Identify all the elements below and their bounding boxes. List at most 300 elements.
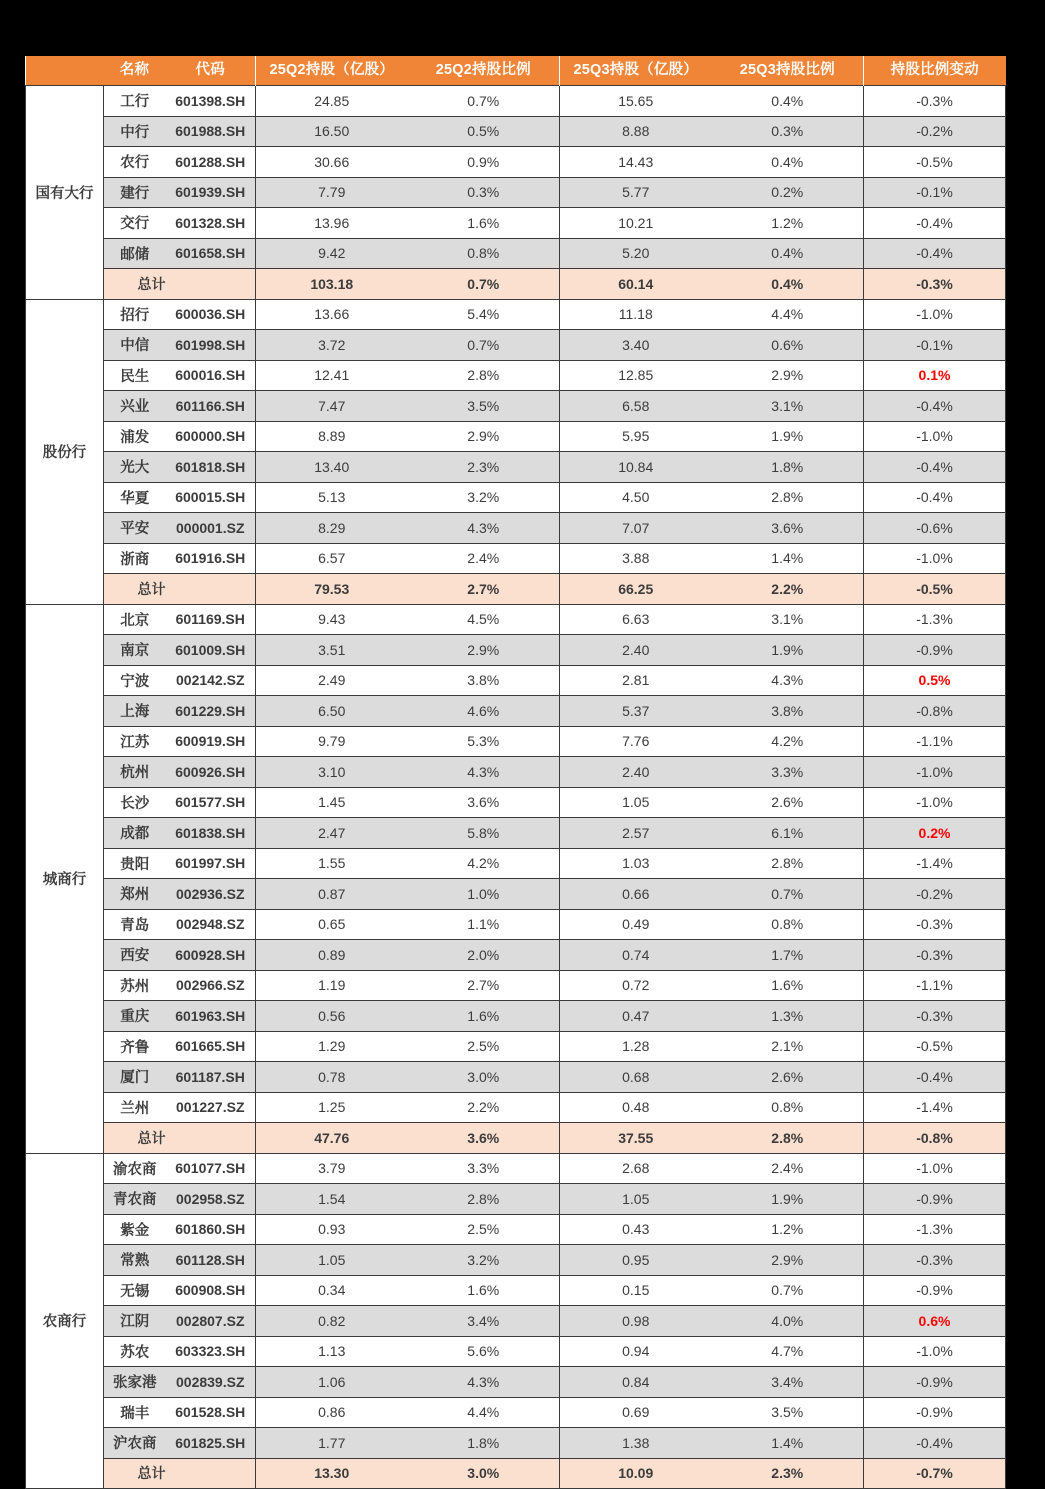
- column-header-group: [26, 56, 104, 86]
- cell-q2-ratio: 5.3%: [408, 726, 560, 757]
- cell-stock-code: 601229.SH: [166, 696, 256, 727]
- total-q2-shares: 79.53: [256, 574, 408, 605]
- cell-bank-name: 瑞丰: [104, 1397, 166, 1428]
- cell-bank-name: 常熟: [104, 1245, 166, 1276]
- table-row[interactable]: [26, 1214, 1006, 1245]
- cell-bank-name: 西安: [104, 940, 166, 971]
- cell-q2-shares: 0.82: [256, 1306, 408, 1337]
- cell-q2-ratio: 3.0%: [408, 1062, 560, 1093]
- table-row[interactable]: [26, 1153, 1006, 1184]
- cell-bank-name: 青岛: [104, 909, 166, 940]
- cell-stock-code: 000001.SZ: [166, 513, 256, 544]
- cell-q3-ratio: 1.2%: [712, 1214, 864, 1245]
- table-row[interactable]: [26, 147, 1006, 178]
- cell-q2-shares: 1.55: [256, 848, 408, 879]
- cell-ratio-change: -0.8%: [864, 696, 1006, 727]
- cell-ratio-change: 0.2%: [864, 818, 1006, 849]
- cell-bank-name: 张家港: [104, 1367, 166, 1398]
- total-q3-shares: 66.25: [560, 574, 712, 605]
- cell-bank-name: 杭州: [104, 757, 166, 788]
- cell-stock-code: 601577.SH: [166, 787, 256, 818]
- cell-q3-ratio: 1.4%: [712, 1428, 864, 1459]
- cell-q3-ratio: 2.4%: [712, 1153, 864, 1184]
- table-row[interactable]: [26, 665, 1006, 696]
- cell-stock-code: 601166.SH: [166, 391, 256, 422]
- cell-ratio-change: -0.4%: [864, 452, 1006, 483]
- cell-q2-shares: 3.79: [256, 1153, 408, 1184]
- cell-bank-name: 建行: [104, 177, 166, 208]
- cell-stock-code: 002948.SZ: [166, 909, 256, 940]
- cell-q3-ratio: 1.7%: [712, 940, 864, 971]
- cell-stock-code: 600928.SH: [166, 940, 256, 971]
- cell-ratio-change: -1.4%: [864, 1092, 1006, 1123]
- total-q3-ratio: 2.8%: [712, 1123, 864, 1154]
- cell-q3-ratio: 2.8%: [712, 482, 864, 513]
- cell-q2-ratio: 1.1%: [408, 909, 560, 940]
- cell-q2-shares: 0.93: [256, 1214, 408, 1245]
- cell-stock-code: 001227.SZ: [166, 1092, 256, 1123]
- table-row[interactable]: [26, 940, 1006, 971]
- cell-ratio-change: -0.4%: [864, 1428, 1006, 1459]
- cell-q3-ratio: 3.6%: [712, 513, 864, 544]
- cell-bank-name: 平安: [104, 513, 166, 544]
- cell-stock-code: 601939.SH: [166, 177, 256, 208]
- cell-q2-ratio: 3.2%: [408, 1245, 560, 1276]
- table-row[interactable]: [26, 848, 1006, 879]
- group-label-2: 股份行: [26, 299, 104, 604]
- cell-q3-ratio: 1.9%: [712, 635, 864, 666]
- cell-q3-shares: 0.84: [560, 1367, 712, 1398]
- table-row[interactable]: [26, 360, 1006, 391]
- cell-q2-ratio: 2.4%: [408, 543, 560, 574]
- total-ratio-change: -0.5%: [864, 574, 1006, 605]
- cell-q2-ratio: 4.6%: [408, 696, 560, 727]
- table-row[interactable]: [26, 1336, 1006, 1367]
- cell-bank-name: 民生: [104, 360, 166, 391]
- cell-q3-ratio: 1.9%: [712, 421, 864, 452]
- cell-q3-ratio: 2.8%: [712, 848, 864, 879]
- column-header-q3-ratio: 25Q3持股比例: [712, 56, 864, 86]
- cell-q2-ratio: 4.2%: [408, 848, 560, 879]
- table-row[interactable]: [26, 482, 1006, 513]
- table-row[interactable]: [26, 1001, 1006, 1032]
- cell-bank-name: 贵阳: [104, 848, 166, 879]
- cell-stock-code: 002936.SZ: [166, 879, 256, 910]
- table-row[interactable]: [26, 1184, 1006, 1215]
- cell-q2-ratio: 2.0%: [408, 940, 560, 971]
- cell-q3-shares: 0.98: [560, 1306, 712, 1337]
- cell-ratio-change: -0.4%: [864, 238, 1006, 269]
- cell-q3-ratio: 1.2%: [712, 208, 864, 239]
- cell-stock-code: 601077.SH: [166, 1153, 256, 1184]
- cell-bank-name: 长沙: [104, 787, 166, 818]
- cell-q3-ratio: 1.3%: [712, 1001, 864, 1032]
- cell-q2-shares: 2.47: [256, 818, 408, 849]
- cell-q2-shares: 3.51: [256, 635, 408, 666]
- cell-q3-ratio: 1.4%: [712, 543, 864, 574]
- cell-q2-ratio: 0.3%: [408, 177, 560, 208]
- table-row[interactable]: [26, 1092, 1006, 1123]
- cell-q3-ratio: 1.6%: [712, 970, 864, 1001]
- cell-q3-shares: 2.81: [560, 665, 712, 696]
- cell-q2-ratio: 1.6%: [408, 1275, 560, 1306]
- cell-q2-shares: 0.86: [256, 1397, 408, 1428]
- total-q2-ratio: 0.7%: [408, 269, 560, 300]
- cell-bank-name: 邮储: [104, 238, 166, 269]
- bank-holdings-table: [25, 56, 1006, 1489]
- cell-bank-name: 青农商: [104, 1184, 166, 1215]
- total-q2-shares: 47.76: [256, 1123, 408, 1154]
- cell-q3-shares: 1.38: [560, 1428, 712, 1459]
- cell-q3-shares: 0.68: [560, 1062, 712, 1093]
- cell-stock-code: 600015.SH: [166, 482, 256, 513]
- cell-bank-name: 苏州: [104, 970, 166, 1001]
- column-header-name: 名称: [104, 56, 166, 86]
- cell-q2-shares: 0.87: [256, 879, 408, 910]
- cell-q2-ratio: 2.7%: [408, 970, 560, 1001]
- cell-ratio-change: -0.9%: [864, 1184, 1006, 1215]
- cell-q3-ratio: 0.7%: [712, 1275, 864, 1306]
- cell-stock-code: 601398.SH: [166, 86, 256, 117]
- total-label: 总计: [104, 1123, 256, 1154]
- cell-q3-shares: 5.95: [560, 421, 712, 452]
- cell-stock-code: 002839.SZ: [166, 1367, 256, 1398]
- cell-bank-name: 兴业: [104, 391, 166, 422]
- cell-q3-ratio: 0.4%: [712, 147, 864, 178]
- cell-ratio-change: -1.3%: [864, 604, 1006, 635]
- cell-q2-shares: 24.85: [256, 86, 408, 117]
- cell-q3-ratio: 0.4%: [712, 86, 864, 117]
- cell-q3-shares: 12.85: [560, 360, 712, 391]
- cell-q2-ratio: 0.7%: [408, 86, 560, 117]
- cell-q2-shares: 16.50: [256, 116, 408, 147]
- cell-ratio-change: -0.9%: [864, 635, 1006, 666]
- total-label: 总计: [104, 574, 256, 605]
- cell-ratio-change: 0.6%: [864, 1306, 1006, 1337]
- table-row[interactable]: [26, 1245, 1006, 1276]
- cell-stock-code: 002807.SZ: [166, 1306, 256, 1337]
- cell-q3-shares: 0.69: [560, 1397, 712, 1428]
- cell-ratio-change: -1.1%: [864, 970, 1006, 1001]
- cell-bank-name: 紫金: [104, 1214, 166, 1245]
- cell-bank-name: 中信: [104, 330, 166, 361]
- table-row[interactable]: [26, 879, 1006, 910]
- table-row[interactable]: [26, 757, 1006, 788]
- cell-q2-ratio: 3.6%: [408, 787, 560, 818]
- cell-q2-ratio: 1.6%: [408, 1001, 560, 1032]
- cell-bank-name: 无锡: [104, 1275, 166, 1306]
- cell-q2-ratio: 2.8%: [408, 1184, 560, 1215]
- cell-q3-shares: 10.21: [560, 208, 712, 239]
- cell-q2-ratio: 3.4%: [408, 1306, 560, 1337]
- cell-q3-ratio: 0.4%: [712, 238, 864, 269]
- cell-stock-code: 601997.SH: [166, 848, 256, 879]
- cell-ratio-change: -0.5%: [864, 147, 1006, 178]
- table-row[interactable]: [26, 1062, 1006, 1093]
- table-row[interactable]: [26, 787, 1006, 818]
- table-row[interactable]: [26, 391, 1006, 422]
- cell-q3-ratio: 4.0%: [712, 1306, 864, 1337]
- table-row[interactable]: [26, 421, 1006, 452]
- table-row[interactable]: [26, 1428, 1006, 1459]
- cell-stock-code: 600908.SH: [166, 1275, 256, 1306]
- cell-q2-shares: 0.65: [256, 909, 408, 940]
- table-row[interactable]: [26, 513, 1006, 544]
- table-row[interactable]: [26, 635, 1006, 666]
- cell-ratio-change: -1.0%: [864, 1153, 1006, 1184]
- cell-bank-name: 农行: [104, 147, 166, 178]
- cell-stock-code: 601665.SH: [166, 1031, 256, 1062]
- cell-q2-shares: 1.05: [256, 1245, 408, 1276]
- table-row[interactable]: [26, 208, 1006, 239]
- cell-q3-shares: 5.77: [560, 177, 712, 208]
- cell-ratio-change: -1.0%: [864, 299, 1006, 330]
- cell-stock-code: 002142.SZ: [166, 665, 256, 696]
- cell-q2-shares: 1.06: [256, 1367, 408, 1398]
- cell-bank-name: 厦门: [104, 1062, 166, 1093]
- cell-ratio-change: -0.3%: [864, 940, 1006, 971]
- cell-q3-shares: 1.03: [560, 848, 712, 879]
- group-label-3: 城商行: [26, 604, 104, 1153]
- cell-ratio-change: -0.1%: [864, 177, 1006, 208]
- table-row[interactable]: [26, 452, 1006, 483]
- cell-q2-shares: 13.40: [256, 452, 408, 483]
- cell-q2-shares: 13.66: [256, 299, 408, 330]
- cell-stock-code: 600036.SH: [166, 299, 256, 330]
- cell-q3-shares: 2.57: [560, 818, 712, 849]
- cell-ratio-change: -1.0%: [864, 787, 1006, 818]
- total-ratio-change: -0.7%: [864, 1458, 1006, 1489]
- cell-q2-ratio: 5.6%: [408, 1336, 560, 1367]
- total-label: 总计: [104, 269, 256, 300]
- cell-ratio-change: 0.1%: [864, 360, 1006, 391]
- cell-ratio-change: -0.6%: [864, 513, 1006, 544]
- cell-q3-ratio: 1.9%: [712, 1184, 864, 1215]
- cell-ratio-change: -0.3%: [864, 86, 1006, 117]
- cell-bank-name: 苏农: [104, 1336, 166, 1367]
- cell-q3-shares: 0.66: [560, 879, 712, 910]
- table-row[interactable]: [26, 299, 1006, 330]
- cell-q3-ratio: 3.3%: [712, 757, 864, 788]
- cell-ratio-change: -0.4%: [864, 482, 1006, 513]
- cell-q3-shares: 0.49: [560, 909, 712, 940]
- cell-q2-ratio: 3.2%: [408, 482, 560, 513]
- cell-q3-ratio: 2.1%: [712, 1031, 864, 1062]
- total-q2-ratio: 3.0%: [408, 1458, 560, 1489]
- total-q3-ratio: 0.4%: [712, 269, 864, 300]
- table-row[interactable]: [26, 696, 1006, 727]
- cell-stock-code: 601128.SH: [166, 1245, 256, 1276]
- cell-q3-ratio: 4.7%: [712, 1336, 864, 1367]
- cell-q2-ratio: 4.5%: [408, 604, 560, 635]
- cell-ratio-change: -0.2%: [864, 116, 1006, 147]
- cell-q2-ratio: 3.8%: [408, 665, 560, 696]
- cell-q2-shares: 3.72: [256, 330, 408, 361]
- cell-q2-ratio: 4.3%: [408, 1367, 560, 1398]
- cell-q2-ratio: 2.9%: [408, 635, 560, 666]
- table-row[interactable]: [26, 1397, 1006, 1428]
- cell-bank-name: 齐鲁: [104, 1031, 166, 1062]
- total-q3-shares: 37.55: [560, 1123, 712, 1154]
- total-q2-ratio: 3.6%: [408, 1123, 560, 1154]
- cell-q3-shares: 14.43: [560, 147, 712, 178]
- total-q2-shares: 13.30: [256, 1458, 408, 1489]
- cell-q2-ratio: 0.8%: [408, 238, 560, 269]
- cell-q3-ratio: 6.1%: [712, 818, 864, 849]
- cell-ratio-change: -1.0%: [864, 421, 1006, 452]
- cell-ratio-change: -0.1%: [864, 330, 1006, 361]
- total-ratio-change: -0.8%: [864, 1123, 1006, 1154]
- cell-stock-code: 600926.SH: [166, 757, 256, 788]
- cell-ratio-change: -0.4%: [864, 208, 1006, 239]
- cell-q3-shares: 0.43: [560, 1214, 712, 1245]
- cell-ratio-change: -0.3%: [864, 1001, 1006, 1032]
- cell-q2-shares: 1.29: [256, 1031, 408, 1062]
- cell-bank-name: 招行: [104, 299, 166, 330]
- total-label: 总计: [104, 1458, 256, 1489]
- cell-q3-ratio: 3.8%: [712, 696, 864, 727]
- cell-q3-shares: 5.37: [560, 696, 712, 727]
- cell-q3-shares: 3.40: [560, 330, 712, 361]
- cell-stock-code: 600016.SH: [166, 360, 256, 391]
- cell-q2-ratio: 4.3%: [408, 757, 560, 788]
- cell-q2-shares: 9.79: [256, 726, 408, 757]
- cell-stock-code: 601998.SH: [166, 330, 256, 361]
- cell-bank-name: 工行: [104, 86, 166, 117]
- cell-q3-ratio: 0.8%: [712, 909, 864, 940]
- cell-ratio-change: -1.0%: [864, 543, 1006, 574]
- cell-q2-shares: 7.79: [256, 177, 408, 208]
- cell-q3-shares: 0.47: [560, 1001, 712, 1032]
- cell-q3-shares: 2.68: [560, 1153, 712, 1184]
- cell-bank-name: 江苏: [104, 726, 166, 757]
- column-header-q2-ratio: 25Q2持股比例: [408, 56, 560, 86]
- cell-q3-shares: 0.72: [560, 970, 712, 1001]
- cell-q3-shares: 6.58: [560, 391, 712, 422]
- cell-q3-ratio: 2.6%: [712, 787, 864, 818]
- cell-q3-shares: 1.05: [560, 787, 712, 818]
- table-row[interactable]: [26, 330, 1006, 361]
- cell-bank-name: 宁波: [104, 665, 166, 696]
- cell-ratio-change: 0.5%: [864, 665, 1006, 696]
- total-row: [26, 1458, 1006, 1489]
- table-header: [26, 56, 1006, 86]
- table-row[interactable]: [26, 543, 1006, 574]
- cell-ratio-change: -0.4%: [864, 1062, 1006, 1093]
- cell-q2-ratio: 3.3%: [408, 1153, 560, 1184]
- cell-q2-shares: 9.43: [256, 604, 408, 635]
- cell-bank-name: 兰州: [104, 1092, 166, 1123]
- cell-bank-name: 江阴: [104, 1306, 166, 1337]
- table-row[interactable]: [26, 604, 1006, 635]
- cell-bank-name: 成都: [104, 818, 166, 849]
- cell-bank-name: 渝农商: [104, 1153, 166, 1184]
- cell-q2-shares: 3.10: [256, 757, 408, 788]
- cell-ratio-change: -1.4%: [864, 848, 1006, 879]
- total-q3-ratio: 2.3%: [712, 1458, 864, 1489]
- cell-q2-ratio: 1.8%: [408, 1428, 560, 1459]
- cell-q3-shares: 6.63: [560, 604, 712, 635]
- cell-q3-shares: 8.88: [560, 116, 712, 147]
- cell-q3-ratio: 4.2%: [712, 726, 864, 757]
- table-row[interactable]: [26, 116, 1006, 147]
- cell-q3-shares: 0.95: [560, 1245, 712, 1276]
- cell-bank-name: 上海: [104, 696, 166, 727]
- cell-q3-shares: 0.48: [560, 1092, 712, 1123]
- cell-q3-ratio: 3.5%: [712, 1397, 864, 1428]
- table-row[interactable]: [26, 1275, 1006, 1306]
- table-row[interactable]: [26, 177, 1006, 208]
- cell-q2-shares: 6.57: [256, 543, 408, 574]
- table-row[interactable]: [26, 909, 1006, 940]
- column-header-q3-shares: 25Q3持股（亿股）: [560, 56, 712, 86]
- cell-bank-name: 光大: [104, 452, 166, 483]
- table-row[interactable]: [26, 1306, 1006, 1337]
- table-row[interactable]: [26, 86, 1006, 117]
- cell-q2-shares: 5.13: [256, 482, 408, 513]
- cell-ratio-change: -1.1%: [864, 726, 1006, 757]
- total-row: [26, 574, 1006, 605]
- cell-q2-shares: 30.66: [256, 147, 408, 178]
- cell-q3-shares: 11.18: [560, 299, 712, 330]
- table-row[interactable]: [26, 726, 1006, 757]
- cell-q3-ratio: 3.1%: [712, 604, 864, 635]
- cell-q2-ratio: 5.4%: [408, 299, 560, 330]
- cell-q2-shares: 0.34: [256, 1275, 408, 1306]
- cell-bank-name: 交行: [104, 208, 166, 239]
- cell-ratio-change: -0.3%: [864, 1245, 1006, 1276]
- table-row[interactable]: [26, 818, 1006, 849]
- cell-q3-ratio: 4.4%: [712, 299, 864, 330]
- table-row[interactable]: [26, 1031, 1006, 1062]
- table-row[interactable]: [26, 238, 1006, 269]
- table-row[interactable]: [26, 970, 1006, 1001]
- cell-q2-shares: 7.47: [256, 391, 408, 422]
- cell-bank-name: 重庆: [104, 1001, 166, 1032]
- cell-q3-shares: 15.65: [560, 86, 712, 117]
- cell-stock-code: 002958.SZ: [166, 1184, 256, 1215]
- cell-q2-shares: 8.89: [256, 421, 408, 452]
- cell-q2-ratio: 2.3%: [408, 452, 560, 483]
- cell-stock-code: 600919.SH: [166, 726, 256, 757]
- cell-q2-ratio: 0.5%: [408, 116, 560, 147]
- cell-ratio-change: -1.0%: [864, 757, 1006, 788]
- cell-q2-shares: 0.89: [256, 940, 408, 971]
- cell-q3-shares: 1.05: [560, 1184, 712, 1215]
- cell-ratio-change: -0.4%: [864, 391, 1006, 422]
- table-row[interactable]: [26, 1367, 1006, 1398]
- cell-q3-shares: 5.20: [560, 238, 712, 269]
- cell-q3-ratio: 0.3%: [712, 116, 864, 147]
- total-ratio-change: -0.3%: [864, 269, 1006, 300]
- cell-bank-name: 华夏: [104, 482, 166, 513]
- cell-bank-name: 中行: [104, 116, 166, 147]
- cell-q2-shares: 2.49: [256, 665, 408, 696]
- cell-q3-shares: 0.15: [560, 1275, 712, 1306]
- cell-q2-shares: 9.42: [256, 238, 408, 269]
- cell-q3-shares: 4.50: [560, 482, 712, 513]
- cell-q3-shares: 3.88: [560, 543, 712, 574]
- table-body: [26, 86, 1006, 1489]
- total-row: [26, 1123, 1006, 1154]
- cell-q3-shares: 1.28: [560, 1031, 712, 1062]
- cell-q2-ratio: 3.5%: [408, 391, 560, 422]
- cell-q3-ratio: 2.9%: [712, 360, 864, 391]
- cell-stock-code: 601009.SH: [166, 635, 256, 666]
- cell-stock-code: 601825.SH: [166, 1428, 256, 1459]
- column-header-q2-shares: 25Q2持股（亿股）: [256, 56, 408, 86]
- cell-q3-ratio: 0.6%: [712, 330, 864, 361]
